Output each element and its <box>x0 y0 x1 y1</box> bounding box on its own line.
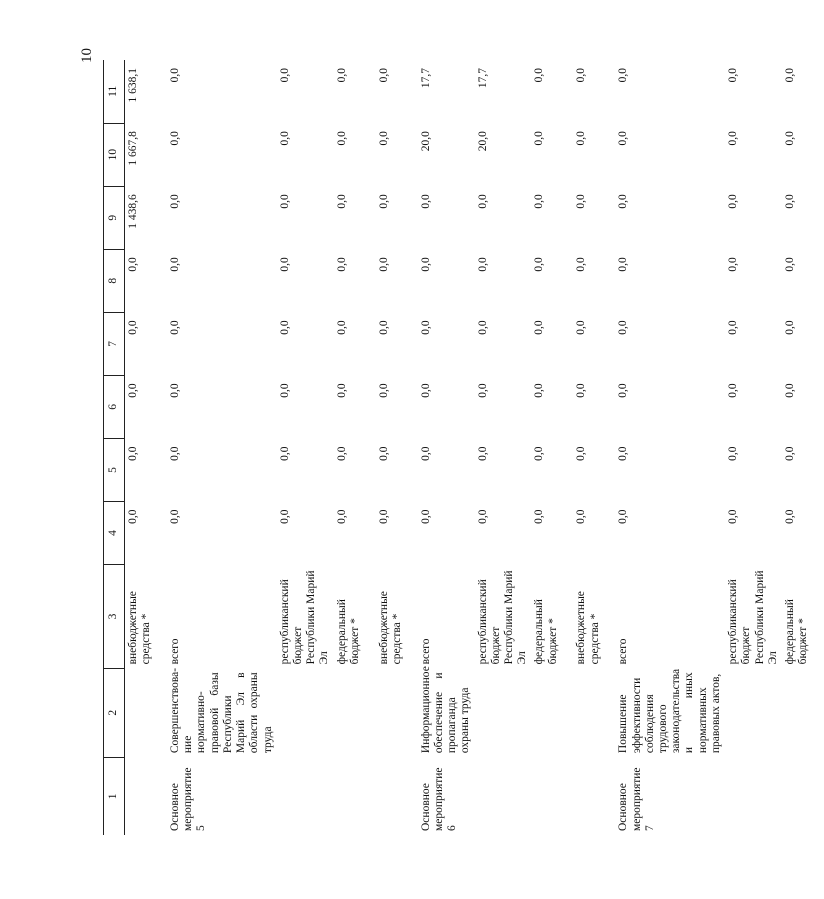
value-cell: 0,0 <box>278 194 291 209</box>
value-cell: 0,0 <box>419 383 432 398</box>
value-cell: 0,0 <box>377 131 390 146</box>
value-cell: 20,0 <box>476 131 489 152</box>
value-cell: 0,0 <box>169 131 181 146</box>
value-cell: 0,0 <box>617 446 630 461</box>
value-cell: 0,0 <box>727 131 740 146</box>
table-row <box>615 60 725 835</box>
value-cell: 0,0 <box>419 509 432 524</box>
column-header: 8 <box>104 249 125 312</box>
measure-cell <box>475 757 532 835</box>
value-cell: 0,0 <box>784 194 796 209</box>
description-cell <box>125 668 168 757</box>
value-cell: 0,0 <box>169 257 181 272</box>
description-cell <box>475 668 532 757</box>
value-cell: 0,0 <box>476 383 489 398</box>
value-cell: 0,0 <box>784 509 796 524</box>
measure-cell <box>531 757 573 835</box>
value-cell: 0,0 <box>335 257 348 272</box>
value-cell: 0,0 <box>727 194 740 209</box>
value-cell: 0,0 <box>476 257 489 272</box>
table-row <box>573 60 615 835</box>
value-cell: 1 638,1 <box>127 68 139 103</box>
value-cell: 0,0 <box>533 446 546 461</box>
value-cell: 0,0 <box>127 257 139 272</box>
column-header: 11 <box>104 60 125 123</box>
funding-source-cell: внебюджетные средства * <box>127 591 153 665</box>
description-cell <box>573 668 615 757</box>
value-cell: 0,0 <box>533 194 546 209</box>
measure-cell <box>376 757 418 835</box>
description-cell: Повышение эффективности соблюдения трудового законодательства и иных нормативных правовых актов, <box>617 668 722 754</box>
description-cell: Информационное обеспечение и пропаганда охраны труда <box>419 666 472 754</box>
measure-cell: Основное мероприятие 7 <box>617 767 656 831</box>
table-header <box>104 60 125 835</box>
value-cell: 0,0 <box>278 509 291 524</box>
table-row <box>418 60 475 835</box>
value-cell: 0,0 <box>169 320 181 335</box>
column-header: 4 <box>104 502 125 565</box>
table-row <box>531 60 573 835</box>
value-cell: 0,0 <box>335 383 348 398</box>
value-cell: 0,0 <box>377 383 390 398</box>
description-cell <box>334 668 376 757</box>
value-cell: 0,0 <box>617 509 630 524</box>
value-cell: 0,0 <box>533 320 546 335</box>
header-row <box>104 60 125 835</box>
measure-cell <box>782 757 824 835</box>
funding-source-cell: республиканский бюджет Республики Марий Эл <box>278 570 331 665</box>
value-cell: 0,0 <box>419 320 432 335</box>
value-cell: 0,0 <box>169 194 181 209</box>
funding-source-cell: внебюджетные средства * <box>575 591 601 665</box>
value-cell: 0,0 <box>727 509 740 524</box>
funding-source-cell: республиканский бюджет Республики Марий Эл <box>727 570 779 665</box>
value-cell: 0,0 <box>476 320 489 335</box>
table-row <box>277 60 334 835</box>
table-row <box>725 60 782 835</box>
value-cell: 0,0 <box>617 194 630 209</box>
value-cell: 0,0 <box>278 320 291 335</box>
table-row <box>782 60 824 835</box>
value-cell: 0,0 <box>784 257 796 272</box>
column-header: 10 <box>104 123 125 186</box>
measure-cell <box>277 757 334 835</box>
value-cell: 0,0 <box>127 509 139 524</box>
description-cell: Совершенствование нормативно-правовой базы Республики Марий Эл в области охраны труда <box>169 667 274 754</box>
funding-source-cell: всего <box>419 638 432 665</box>
funding-source-cell: федеральный бюджет * <box>335 599 361 665</box>
value-cell: 0,0 <box>476 509 489 524</box>
value-cell: 0,0 <box>278 68 291 83</box>
value-cell: 0,0 <box>533 131 546 146</box>
value-cell: 0,0 <box>533 509 546 524</box>
funding-source-cell: всего <box>617 638 630 665</box>
table-row <box>376 60 418 835</box>
value-cell: 1 667,8 <box>127 131 139 166</box>
value-cell: 0,0 <box>533 383 546 398</box>
value-cell: 0,0 <box>617 383 630 398</box>
column-header: 9 <box>104 186 125 249</box>
page-number: 10 <box>79 48 95 63</box>
column-header: 3 <box>104 565 125 669</box>
description-cell <box>531 668 573 757</box>
column-header: 2 <box>104 668 125 757</box>
value-cell: 0,0 <box>335 509 348 524</box>
value-cell: 17,7 <box>476 68 489 89</box>
value-cell: 0,0 <box>278 383 291 398</box>
value-cell: 0,0 <box>419 194 432 209</box>
value-cell: 0,0 <box>377 320 390 335</box>
description-cell <box>725 668 782 757</box>
value-cell: 0,0 <box>335 131 348 146</box>
value-cell: 0,0 <box>335 194 348 209</box>
value-cell: 0,0 <box>575 68 588 83</box>
value-cell: 0,0 <box>575 446 588 461</box>
value-cell: 0,0 <box>278 131 291 146</box>
value-cell: 0,0 <box>377 68 390 83</box>
value-cell: 0,0 <box>419 257 432 272</box>
value-cell: 0,0 <box>127 383 139 398</box>
table-body <box>125 60 824 835</box>
measure-cell: Основное мероприятие 6 <box>419 767 459 831</box>
value-cell: 0,0 <box>784 131 796 146</box>
value-cell: 0,0 <box>575 257 588 272</box>
funding-source-cell: внебюджетные средства * <box>377 591 403 665</box>
value-cell: 0,0 <box>784 320 796 335</box>
value-cell: 0,0 <box>533 68 546 83</box>
value-cell: 0,0 <box>419 446 432 461</box>
value-cell: 0,0 <box>727 383 740 398</box>
description-cell <box>277 668 334 757</box>
value-cell: 0,0 <box>377 257 390 272</box>
value-cell: 0,0 <box>127 446 139 461</box>
value-cell: 0,0 <box>169 68 181 83</box>
funding-source-cell: всего <box>169 638 181 665</box>
value-cell: 0,0 <box>617 257 630 272</box>
table-row <box>167 60 277 835</box>
value-cell: 0,0 <box>377 194 390 209</box>
value-cell: 0,0 <box>727 320 740 335</box>
measure-cell: Основное мероприятие 5 <box>169 767 208 831</box>
rotated-table-container <box>103 60 810 835</box>
measure-cell <box>125 757 168 835</box>
value-cell: 20,0 <box>419 131 432 152</box>
value-cell: 0,0 <box>575 509 588 524</box>
measure-cell <box>573 757 615 835</box>
value-cell: 0,0 <box>617 68 630 83</box>
value-cell: 0,0 <box>727 68 740 83</box>
column-header: 6 <box>104 375 125 438</box>
value-cell: 0,0 <box>335 446 348 461</box>
value-cell: 0,0 <box>169 509 181 524</box>
value-cell: 0,0 <box>476 194 489 209</box>
value-cell: 0,0 <box>278 446 291 461</box>
value-cell: 0,0 <box>784 68 796 83</box>
value-cell: 0,0 <box>169 383 181 398</box>
value-cell: 0,0 <box>278 257 291 272</box>
table-row <box>334 60 376 835</box>
measure-cell <box>725 757 782 835</box>
value-cell: 0,0 <box>727 446 740 461</box>
value-cell: 0,0 <box>377 446 390 461</box>
value-cell: 0,0 <box>617 131 630 146</box>
budget-table <box>103 60 824 835</box>
value-cell: 0,0 <box>169 446 181 461</box>
description-cell <box>782 668 824 757</box>
table-row <box>475 60 532 835</box>
funding-source-cell: республиканский бюджет Республики Марий Эл <box>476 570 529 665</box>
value-cell: 0,0 <box>575 194 588 209</box>
value-cell: 17,7 <box>419 68 432 89</box>
value-cell: 0,0 <box>784 446 796 461</box>
value-cell: 0,0 <box>617 320 630 335</box>
column-header: 5 <box>104 438 125 501</box>
value-cell: 0,0 <box>533 257 546 272</box>
value-cell: 0,0 <box>784 383 796 398</box>
value-cell: 0,0 <box>476 446 489 461</box>
table-row <box>125 60 168 835</box>
column-header: 1 <box>104 757 125 835</box>
value-cell: 1 438,6 <box>127 194 139 229</box>
value-cell: 0,0 <box>575 131 588 146</box>
funding-source-cell: федеральный бюджет * <box>533 599 559 665</box>
value-cell: 0,0 <box>575 383 588 398</box>
value-cell: 0,0 <box>575 320 588 335</box>
funding-source-cell: федеральный бюджет * <box>784 599 810 665</box>
value-cell: 0,0 <box>335 68 348 83</box>
column-header: 7 <box>104 312 125 375</box>
value-cell: 0,0 <box>377 509 390 524</box>
value-cell: 0,0 <box>127 320 139 335</box>
description-cell <box>376 668 418 757</box>
value-cell: 0,0 <box>335 320 348 335</box>
measure-cell <box>334 757 376 835</box>
value-cell: 0,0 <box>727 257 740 272</box>
